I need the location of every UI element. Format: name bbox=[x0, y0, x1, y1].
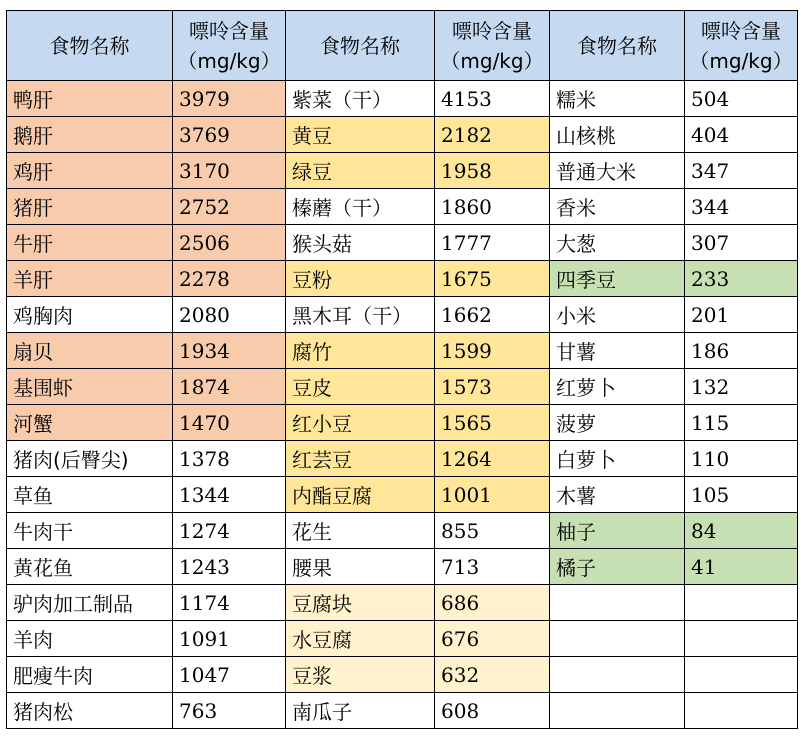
purine-value-cell: 1047 bbox=[173, 657, 286, 693]
purine-value-cell: 1958 bbox=[435, 153, 550, 189]
food-name-cell: 木薯 bbox=[550, 477, 685, 513]
purine-value-cell: 2506 bbox=[173, 225, 286, 261]
header-food-name: 食物名称 bbox=[286, 11, 435, 81]
header-row bbox=[7, 11, 798, 81]
table-body bbox=[7, 81, 798, 729]
food-name-cell: 红小豆 bbox=[286, 405, 435, 441]
table-row bbox=[7, 477, 798, 513]
purine-value-cell: 855 bbox=[435, 513, 550, 549]
header-food-name: 食物名称 bbox=[550, 11, 685, 81]
purine-value-cell: 1378 bbox=[173, 441, 286, 477]
purine-value-cell: 1777 bbox=[435, 225, 550, 261]
food-name-cell: 豆粉 bbox=[286, 261, 435, 297]
purine-value-cell: 1091 bbox=[173, 621, 286, 657]
table-row bbox=[7, 117, 798, 153]
purine-value-cell bbox=[685, 657, 798, 693]
purine-value-cell: 4153 bbox=[435, 81, 550, 117]
purine-value-cell: 186 bbox=[685, 333, 798, 369]
purine-value-cell: 3769 bbox=[173, 117, 286, 153]
food-name-cell: 大葱 bbox=[550, 225, 685, 261]
food-name-cell: 红萝卜 bbox=[550, 369, 685, 405]
table-row bbox=[7, 405, 798, 441]
food-name-cell: 黄豆 bbox=[286, 117, 435, 153]
purine-value-cell: 1565 bbox=[435, 405, 550, 441]
purine-value-cell: 84 bbox=[685, 513, 798, 549]
food-name-cell: 白萝卜 bbox=[550, 441, 685, 477]
food-name-cell: 豆浆 bbox=[286, 657, 435, 693]
food-name-cell: 菠萝 bbox=[550, 405, 685, 441]
purine-value-cell: 2278 bbox=[173, 261, 286, 297]
purine-value-cell: 2080 bbox=[173, 297, 286, 333]
purine-value-cell: 1264 bbox=[435, 441, 550, 477]
food-name-cell: 河蟹 bbox=[7, 405, 173, 441]
food-name-cell: 小米 bbox=[550, 297, 685, 333]
food-name-cell: 糯米 bbox=[550, 81, 685, 117]
purine-value-cell: 1344 bbox=[173, 477, 286, 513]
table-row bbox=[7, 189, 798, 225]
food-name-cell: 牛肝 bbox=[7, 225, 173, 261]
food-name-cell: 南瓜子 bbox=[286, 693, 435, 729]
header-purine-content: 嘌呤含量 （mg/kg） bbox=[435, 11, 550, 81]
header-food-name: 食物名称 bbox=[7, 11, 173, 81]
food-name-cell: 扇贝 bbox=[7, 333, 173, 369]
purine-value-cell: 3170 bbox=[173, 153, 286, 189]
table-row bbox=[7, 513, 798, 549]
food-name-cell: 猴头菇 bbox=[286, 225, 435, 261]
food-name-cell bbox=[550, 657, 685, 693]
purine-value-cell: 105 bbox=[685, 477, 798, 513]
purine-value-cell: 1573 bbox=[435, 369, 550, 405]
food-name-cell: 内酯豆腐 bbox=[286, 477, 435, 513]
food-name-cell: 腐竹 bbox=[286, 333, 435, 369]
food-name-cell: 鸡肝 bbox=[7, 153, 173, 189]
table-row bbox=[7, 657, 798, 693]
table-row bbox=[7, 225, 798, 261]
food-name-cell: 驴肉加工制品 bbox=[7, 585, 173, 621]
purine-value-cell: 504 bbox=[685, 81, 798, 117]
purine-value-cell: 233 bbox=[685, 261, 798, 297]
table-row bbox=[7, 297, 798, 333]
food-name-cell: 鸡胸肉 bbox=[7, 297, 173, 333]
food-name-cell: 基围虾 bbox=[7, 369, 173, 405]
food-name-cell: 猪肉(后臀尖) bbox=[7, 441, 173, 477]
food-name-cell: 甘薯 bbox=[550, 333, 685, 369]
purine-value-cell: 1662 bbox=[435, 297, 550, 333]
food-name-cell: 猪肉松 bbox=[7, 693, 173, 729]
food-name-cell: 羊肝 bbox=[7, 261, 173, 297]
header-purine-content: 嘌呤含量 （mg/kg） bbox=[685, 11, 798, 81]
food-name-cell: 肥瘦牛肉 bbox=[7, 657, 173, 693]
purine-value-cell: 347 bbox=[685, 153, 798, 189]
purine-value-cell: 2182 bbox=[435, 117, 550, 153]
purine-value-cell: 1174 bbox=[173, 585, 286, 621]
table-row bbox=[7, 333, 798, 369]
food-name-cell: 腰果 bbox=[286, 549, 435, 585]
table-row bbox=[7, 585, 798, 621]
purine-value-cell: 307 bbox=[685, 225, 798, 261]
purine-value-cell: 1934 bbox=[173, 333, 286, 369]
purine-value-cell: 3979 bbox=[173, 81, 286, 117]
purine-value-cell: 201 bbox=[685, 297, 798, 333]
header-purine-content: 嘌呤含量 （mg/kg） bbox=[173, 11, 286, 81]
food-name-cell: 花生 bbox=[286, 513, 435, 549]
purine-value-cell: 344 bbox=[685, 189, 798, 225]
food-name-cell: 榛蘑（干） bbox=[286, 189, 435, 225]
food-name-cell: 橘子 bbox=[550, 549, 685, 585]
food-name-cell: 水豆腐 bbox=[286, 621, 435, 657]
table-row bbox=[7, 441, 798, 477]
table-row bbox=[7, 369, 798, 405]
food-name-cell: 羊肉 bbox=[7, 621, 173, 657]
purine-value-cell: 1243 bbox=[173, 549, 286, 585]
purine-value-cell: 763 bbox=[173, 693, 286, 729]
purine-value-cell: 132 bbox=[685, 369, 798, 405]
purine-table bbox=[6, 10, 798, 729]
purine-value-cell: 1470 bbox=[173, 405, 286, 441]
table-row bbox=[7, 693, 798, 729]
food-name-cell: 豆皮 bbox=[286, 369, 435, 405]
purine-value-cell: 686 bbox=[435, 585, 550, 621]
purine-value-cell: 632 bbox=[435, 657, 550, 693]
table-row bbox=[7, 153, 798, 189]
table-row bbox=[7, 621, 798, 657]
food-name-cell: 四季豆 bbox=[550, 261, 685, 297]
purine-value-cell bbox=[685, 585, 798, 621]
food-name-cell: 猪肝 bbox=[7, 189, 173, 225]
purine-value-cell: 110 bbox=[685, 441, 798, 477]
purine-value-cell: 676 bbox=[435, 621, 550, 657]
food-name-cell: 鹅肝 bbox=[7, 117, 173, 153]
food-name-cell: 普通大米 bbox=[550, 153, 685, 189]
purine-value-cell: 115 bbox=[685, 405, 798, 441]
food-name-cell bbox=[550, 585, 685, 621]
table-row bbox=[7, 81, 798, 117]
table-row bbox=[7, 261, 798, 297]
food-name-cell: 柚子 bbox=[550, 513, 685, 549]
food-name-cell: 牛肉干 bbox=[7, 513, 173, 549]
table-row bbox=[7, 549, 798, 585]
food-name-cell: 黑木耳（干） bbox=[286, 297, 435, 333]
food-name-cell: 鸭肝 bbox=[7, 81, 173, 117]
food-name-cell: 香米 bbox=[550, 189, 685, 225]
purine-value-cell: 713 bbox=[435, 549, 550, 585]
food-name-cell: 豆腐块 bbox=[286, 585, 435, 621]
purine-value-cell: 2752 bbox=[173, 189, 286, 225]
food-name-cell: 黄花鱼 bbox=[7, 549, 173, 585]
food-name-cell: 山核桃 bbox=[550, 117, 685, 153]
purine-value-cell: 41 bbox=[685, 549, 798, 585]
purine-value-cell: 1874 bbox=[173, 369, 286, 405]
food-name-cell: 紫菜（干） bbox=[286, 81, 435, 117]
purine-value-cell: 1860 bbox=[435, 189, 550, 225]
purine-value-cell: 1599 bbox=[435, 333, 550, 369]
purine-value-cell: 1001 bbox=[435, 477, 550, 513]
purine-value-cell: 404 bbox=[685, 117, 798, 153]
food-name-cell: 草鱼 bbox=[7, 477, 173, 513]
purine-value-cell: 1675 bbox=[435, 261, 550, 297]
purine-value-cell bbox=[685, 693, 798, 729]
purine-value-cell: 1274 bbox=[173, 513, 286, 549]
food-name-cell: 红芸豆 bbox=[286, 441, 435, 477]
purine-value-cell bbox=[685, 621, 798, 657]
food-name-cell bbox=[550, 621, 685, 657]
food-name-cell: 绿豆 bbox=[286, 153, 435, 189]
food-name-cell bbox=[550, 693, 685, 729]
purine-value-cell: 608 bbox=[435, 693, 550, 729]
